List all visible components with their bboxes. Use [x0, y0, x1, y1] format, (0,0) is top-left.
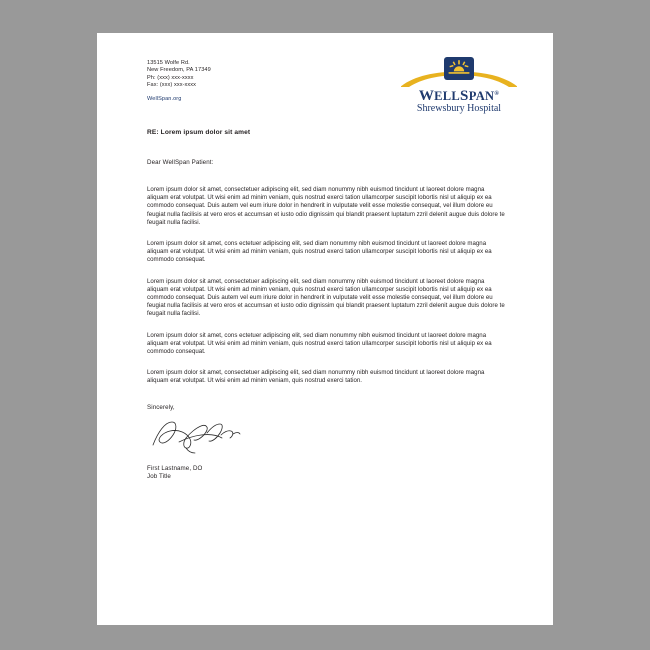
- body-paragraph: Lorem ipsum dolor sit amet, consectetuer adipiscing elit, sed diam nonummy nibh euismod tincidunt ut laoreet dolore magna aliquam erat volutpat. Ut wisi enim ad minim veniam, quis nostrud exerci tation ullamcorper suscipit lobortis nisl ut aliquip ex ea commodo consequat. Duis autem vel eum iriure dolor in hendrerit in vulputate velit esse molestie consequat, vel illum dolore eu feugiat nulla facilisis at vero eros et accumsan et iusto odio dignissim qui blandit praesent luptatum zzril delenit augue duis dolore te feugait nulla facilisi.: [147, 186, 505, 226]
- address-city-state-zip: New Freedom, PA 17349: [147, 67, 211, 74]
- address-fax: Fax: (xxx) xxx-xxxx: [147, 82, 197, 89]
- address-phone: Ph: (xxx) xxx-xxxx: [147, 74, 194, 81]
- logo-wordmark-pan: PAN: [468, 89, 495, 104]
- registered-mark: ®: [494, 91, 500, 97]
- body-paragraph: Lorem ipsum dolor sit amet, consectetuer adipiscing elit, sed diam nonummy nibh euismod tincidunt ut laoreet dolore magna aliquam erat volutpat. Ut wisi enim ad minim veniam, quis nostrud exerci tation ullamcorper suscipit lobortis nisl ut aliquip ex ea commodo consequat. Duis autem vel eum iriure dolor in hendrerit in vulputate velit esse molestie consequat, vel illum dolore eu feugiat nulla facilisis at vero eros et accumsan et iusto odio dignissim qui blandit praesent luptatum zzril delenit augue duis dolore te feugait nulla facilisi.: [147, 277, 505, 318]
- closing: Sincerely,: [147, 403, 175, 411]
- letter-body: [147, 129, 505, 481]
- re-line: RE: Lorem ipsum dolor sit amet: [147, 129, 251, 136]
- signature-icon: [149, 415, 244, 457]
- letterhead: [97, 33, 553, 125]
- logo-wordmark-ell: ELL: [434, 89, 461, 104]
- salutation: Dear WellSpan Patient:: [147, 159, 214, 166]
- signature-block: [147, 465, 505, 482]
- sun-badge-icon: [444, 57, 474, 80]
- logo-subtitle: Shrewsbury Hospital: [416, 103, 502, 115]
- logo-mark: [401, 57, 517, 87]
- letter-page: [97, 33, 553, 625]
- signer-name: First Lastname, DO: [147, 464, 203, 472]
- body-paragraph: Lorem ipsum dolor sit amet, cons ectetuer adipiscing elit, sed diam nonummy nibh euismod tincidunt ut laoreet dolore magna aliquam erat volutpat. Ut wisi enim ad minim veniam, quis nostrud exerci tation ullamcorper suscipit lobortis nisl ut aliquip ex ea commodo consequat.: [147, 331, 492, 356]
- signer-title: Job Title: [147, 473, 171, 481]
- address-block: [147, 60, 211, 90]
- body-paragraph: Lorem ipsum dolor sit amet, consectetuer adipiscing elit, sed diam nonummy nibh euismod tincidunt ut laoreet dolore magna aliquam erat volutpat. Ut wisi enim ad minim veniam, quis nostrud exerci tation.: [147, 369, 485, 385]
- website-link[interactable]: WellSpan.org: [147, 96, 182, 102]
- logo-wordmark: [401, 88, 517, 103]
- body-paragraph: Lorem ipsum dolor sit amet, cons ectetuer adipiscing elit, sed diam nonummy nibh euismod tincidunt ut laoreet dolore magna aliquam erat volutpat. Ut wisi enim ad minim veniam, quis nostrud exerci tation ullamcorper suscipit lobortis nisl ut aliquip ex ea commodo consequat.: [147, 240, 492, 264]
- logo-wordmark-w: W: [418, 88, 435, 105]
- wellspan-logo: [401, 57, 517, 115]
- logo-wordmark-s: S: [460, 88, 469, 105]
- address-street: 13515 Wolfe Rd.: [147, 60, 190, 66]
